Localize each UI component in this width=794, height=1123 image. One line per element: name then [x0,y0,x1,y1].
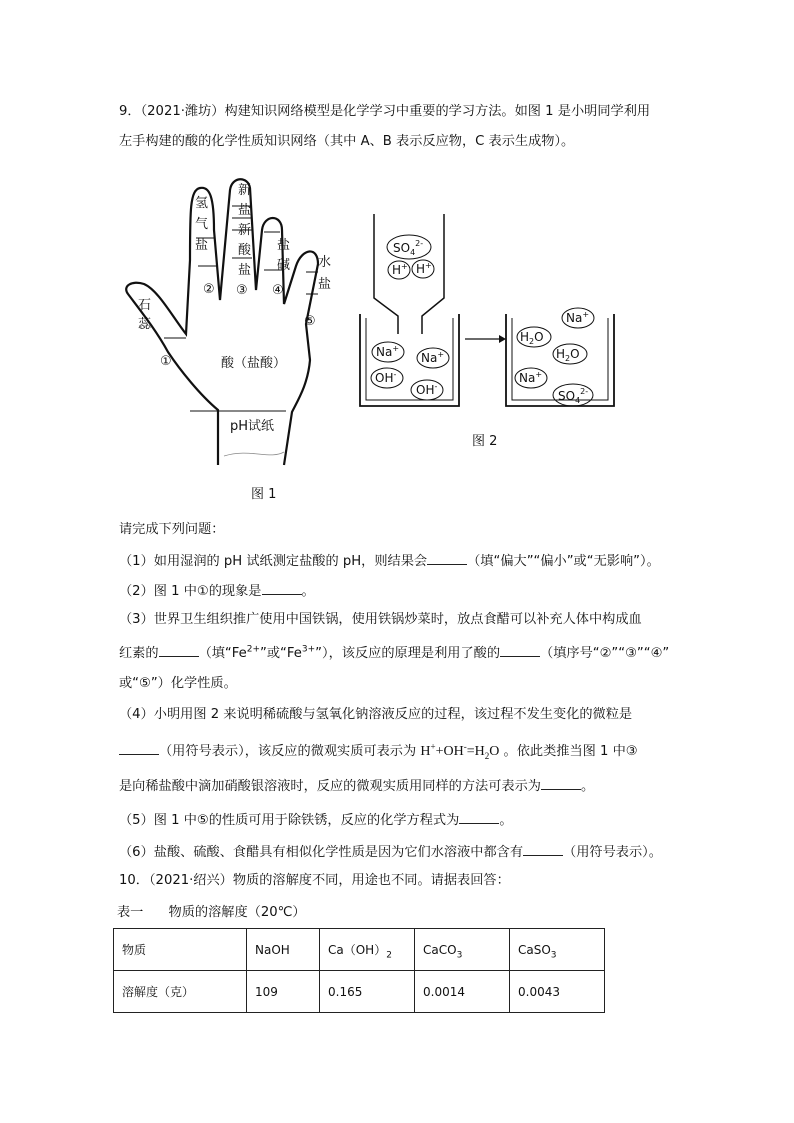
answer-blank[interactable] [262,581,302,595]
q9-sub4-line3 [119,776,594,796]
svg-text:Na+: Na+ [566,310,590,325]
svg-text:SO42-: $SO_4^{2-}$ [393,239,424,257]
middle-finger-label: 新盐新酸盐 [238,183,252,278]
svg-text:H2O: $H_2O$ [520,330,544,346]
circle-number-1: ① [160,354,172,369]
table-header-cell: CaCO$_3$ [415,929,510,971]
answer-blank[interactable] [119,741,159,755]
q9-sub4-text-d: 是向稀盐酸中滴加硝酸银溶液时，反应的微观实质用同样的方法可表示为 [119,779,541,794]
circle-number-4: ④ [272,283,284,298]
table-header-cell: CaSO$_3$ [510,929,605,971]
q9-sub3-line2: 红素的 （填“$Fe^{2+}$”或“$Fe^{3+}$”），该反应的原理是利用了酸的 （填序号“②”“③”“④” [119,644,670,661]
answer-blank[interactable] [500,643,540,657]
q9-sub2 [119,581,315,601]
svg-text:Na+: Na+ [421,350,445,365]
table-header-cell: $Ca(OH)_2$ [320,929,415,971]
table-cell: 溶解度（克） [114,971,247,1013]
answer-blank[interactable] [541,776,581,790]
svg-text:Na+: Na+ [376,344,400,359]
q9-sub2-text-b: 。 [301,584,315,599]
q10-line1: 10．（2021·绍兴）物质的溶解度不同，用途也不同。请据表回答： [119,873,510,888]
ring-finger-label: 盐碱 [277,238,291,273]
q9-sub5-text-b: 。 [499,813,513,828]
q9-sub3-text-c1: （填“Fe [198,646,247,661]
palm-label: 酸（盐酸） [221,356,287,371]
index-finger-label: 氢气盐 [195,196,209,253]
table-header-cell: NaOH [247,929,320,971]
table-header-cell: 物质 [114,929,247,971]
answer-blank[interactable] [459,810,499,824]
q9-sub6 [119,842,662,862]
svg-text:H+: H+ [392,262,408,277]
q9-sub3-line1: （3）世界卫生组织推广使用中国铁锅，使用铁锅炒菜时，放点食醋可以补充人体中构成血 [119,612,642,627]
svg-text:SO42-: $SO_4^{2-}$ [558,387,589,405]
answer-blank[interactable] [523,842,563,856]
svg-text:OH-: OH- [375,370,397,385]
q9-sub4-line1: （4）小明用图 2 来说明稀硫酸与氢氧化钠溶液反应的过程，该过程不发生变化的微粒是 [119,707,633,722]
table-row [114,971,605,1013]
svg-text:H+: H+ [416,261,432,276]
table-cell: 0.0014 [415,971,510,1013]
table-cell: 0.165 [320,971,415,1013]
wrist-label: pH试纸 [230,419,275,434]
q9-sub2-text-a: （2）图 1 中①的现象是 [119,584,262,599]
q9-sub4-line2 [119,741,638,761]
q9-sub3-text-c3: ”），该反应的原理是利用了酸的 [315,646,501,661]
svg-text:H2O: $H_2O$ [556,347,580,363]
q9-sub3-text-b: 红素的 [119,646,159,661]
q9-sub1-text-b: （填“偏大”“偏小”或“无影响”）。 [467,554,660,569]
answer-blank[interactable] [159,643,199,657]
little-finger-label: 水盐 [318,255,332,292]
thumb-label: 石蕊 [138,298,152,332]
q9-prompt: 请完成下列问题： [119,522,225,537]
q9-line2: 左手构建的酸的化学性质知识网络（其中 A、B 表示反应物，C 表示生成物）。 [119,134,575,149]
q9-sub3-text-c2: ”或“Fe [260,646,302,661]
answer-blank[interactable] [427,551,467,565]
q9-sub1 [119,551,660,571]
table-cell: 109 [247,971,320,1013]
solubility-table [113,928,605,1013]
q9-sub3-text-d: （填序号“②”“③”“④” [540,646,670,661]
q9-sub3-line3: 或“⑤”）化学性质。 [119,676,237,691]
svg-text:Na+: Na+ [519,370,543,385]
q9-sub4-text-b: （用符号表示），该反应的微观实质可表示为 [159,744,417,759]
q9-sub1-text-a: （1）如用湿润的 pH 试纸测定盐酸的 pH，则结果会 [119,554,428,569]
circle-number-5: ⑤ [304,314,316,329]
q9-sub6-text-b: （用符号表示）。 [563,845,662,860]
reaction-equation: $H^++OH^-=H_2O$ [420,741,500,761]
q9-sub4-text-e: 。 [581,779,595,794]
table-row [114,929,605,971]
figure-1-caption: 图 1 [251,487,277,502]
q9-sub4-text-c: 。依此类推当图 1 中③ [503,744,638,759]
circle-number-2: ② [203,282,215,297]
table-cell: 0.0043 [510,971,605,1013]
q9-sub6-text-a: （6）盐酸、硫酸、食醋具有相似化学性质是因为它们水溶液中都含有 [119,845,524,860]
table-title: 表一 物质的溶解度（20℃） [117,905,306,920]
q9-sub5 [119,810,513,830]
svg-text:OH-: OH- [416,382,438,397]
circle-number-3: ③ [236,283,248,298]
q9-line1: 9．（2021·潍坊）构建知识网络模型是化学学习中重要的学习方法。如图 1 是小明同学利用 [119,104,651,119]
q9-sub5-text-a: （5）图 1 中⑤的性质可用于除铁锈，反应的化学方程式为 [119,813,460,828]
figure-2-caption: 图 2 [472,434,498,449]
figure-2-beakers [355,212,630,412]
